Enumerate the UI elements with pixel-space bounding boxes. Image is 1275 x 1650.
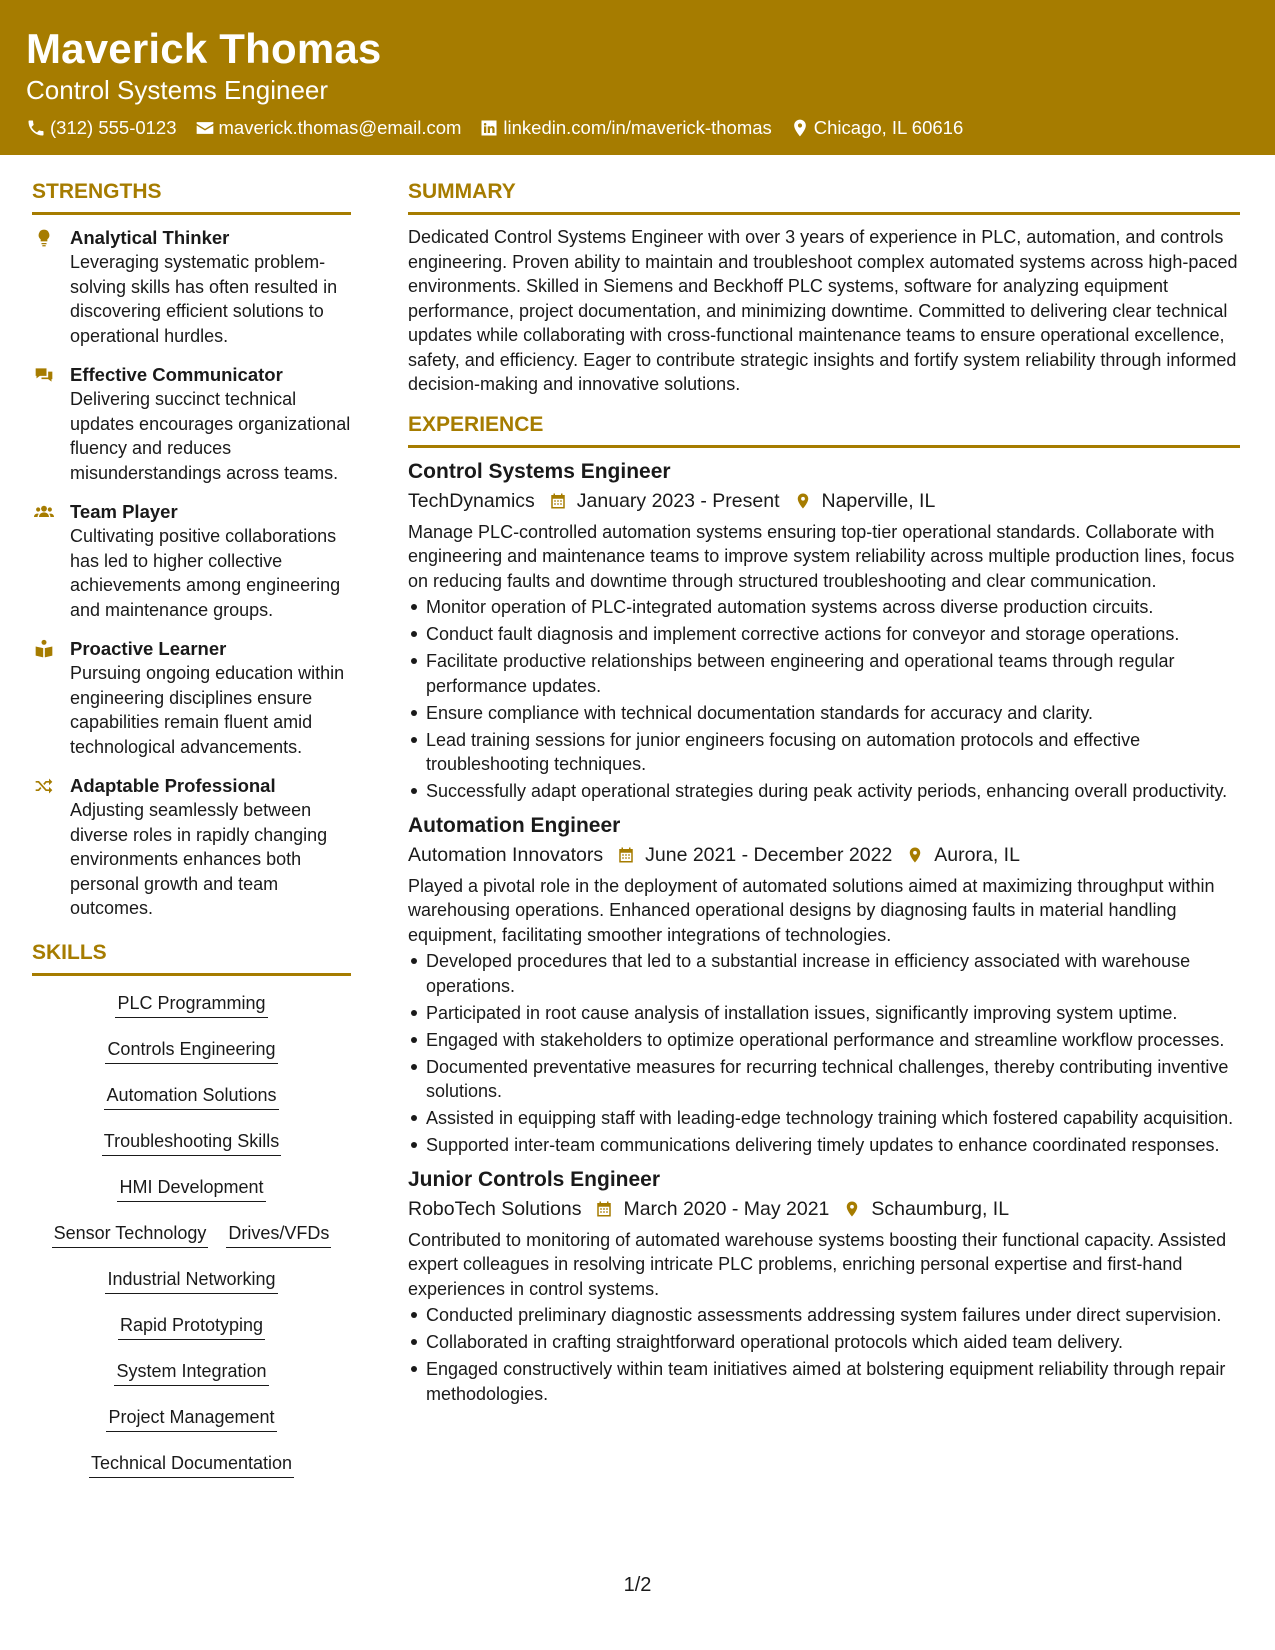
skill-tag: Rapid Prototyping [118,1313,265,1340]
contact-linkedin-text: linkedin.com/in/maverick-thomas [503,117,772,138]
calendar-icon [617,846,635,864]
skill-tag: Troubleshooting Skills [102,1129,281,1156]
strengths-heading: STRENGTHS [32,178,351,215]
page-number: 1/2 [623,1574,652,1596]
linkedin-icon [479,118,499,138]
job-bullet: Facilitate productive relationships between engineering and operational teams through regular performance updates. [408,649,1240,698]
summary-heading: SUMMARY [408,178,1240,215]
job-dates: June 2021 - December 2022 [645,843,893,866]
job-dates: January 2023 - Present [576,489,780,512]
skills-heading: SKILLS [32,939,351,976]
job-bullet: Supported inter-team communications delivering timely updates to enhance coordinated responses. [408,1133,1240,1158]
job-title: Control Systems Engineer [408,459,671,483]
location-pin-icon [794,492,812,510]
skills-list [32,980,351,1490]
email-icon [195,118,215,138]
job-bullet: Ensure compliance with technical documentation standards for accuracy and clarity. [408,701,1240,726]
job-location: Schaumburg, IL [871,1197,1010,1220]
job-bullet: Successfully adapt operational strategies during peak activity periods, enhancing overall productivity. [408,779,1240,804]
job-bullets [408,949,1240,1158]
strength-title: Proactive Learner [70,638,227,659]
calendar-icon [595,1200,613,1218]
calendar-icon [549,492,567,510]
location-pin-icon [906,846,924,864]
job-company: RoboTech Solutions [408,1197,582,1220]
skill-tag: PLC Programming [115,991,267,1018]
job-company: TechDynamics [408,489,535,512]
location-pin-icon [843,1200,861,1218]
left-column [32,178,351,1490]
skill-tag: Controls Engineering [105,1037,277,1064]
strength-item [32,499,351,622]
contact-location-text: Chicago, IL 60616 [813,117,964,138]
job-bullet: Participated in root cause analysis of installation issues, significantly improving system uptime. [408,1001,1240,1026]
strength-title: Analytical Thinker [70,227,230,248]
strength-desc: Leveraging systematic problem-solving skills has often resulted in discovering efficient solutions to operational hurdles. [70,252,338,346]
resume-header [0,0,1275,155]
job-title: Automation Engineer [408,813,621,837]
job-location: Naperville, IL [821,489,936,512]
location-pin-icon [790,118,810,138]
experience-list [408,458,1240,1407]
skill-tag: HMI Development [117,1175,265,1202]
skill-tag: Drives/VFDs [226,1221,331,1248]
strength-item [32,773,351,921]
strength-title: Team Player [70,501,178,522]
job-bullet: Conduct fault diagnosis and implement corrective actions for conveyor and storage operations. [408,622,1240,647]
skill-tag: System Integration [114,1359,268,1386]
job-entry [408,812,1240,1158]
strength-desc: Pursuing ongoing education within engineering disciplines ensure capabilities remain fluent amid technological advancements. [70,663,345,757]
job-bullets [408,595,1240,804]
shuffle-icon [34,776,54,796]
contact-email[interactable] [195,116,462,140]
job-meta [408,486,1240,516]
job-bullet: Collaborated in crafting straightforward operational protocols which aided team delivery. [408,1330,1240,1355]
strength-desc: Adjusting seamlessly between diverse roles in rapidly changing environments enhances both personal growth and team outcomes. [70,800,328,918]
job-bullet: Engaged constructively within team initiatives aimed at bolstering equipment reliability through repair methodologies. [408,1357,1240,1406]
job-title: Junior Controls Engineer [408,1167,661,1191]
job-description: Manage PLC-controlled automation systems ensuring top-tier operational standards. Collaborate with engineering and maintenance teams to improve system reliability across multiple production lines, focus on reducing faults and downtime through structured troubleshooting and clear communication. [408,521,1235,591]
strength-title: Adaptable Professional [70,775,276,796]
contact-linkedin[interactable] [479,116,771,140]
job-location: Aurora, IL [934,843,1020,866]
job-bullet: Assisted in equipping staff with leading-edge technology training which fostered capability acquisition. [408,1106,1240,1131]
strength-item [32,225,351,348]
job-bullet: Engaged with stakeholders to optimize operational performance and streamline workflow processes. [408,1028,1240,1053]
contact-email-text: maverick.thomas@email.com [218,117,462,138]
right-column [408,178,1240,1414]
skill-tag: Industrial Networking [105,1267,277,1294]
skill-tag: Automation Solutions [104,1083,278,1110]
phone-icon [26,118,46,138]
skill-tag: Sensor Technology [52,1221,209,1248]
contact-location [790,116,963,140]
strength-desc: Delivering succinct technical updates encourages organizational fluency and reduces misunderstandings across teams. [70,389,351,483]
contact-phone[interactable] [26,116,177,140]
contact-bar [26,116,1275,140]
job-dates: March 2020 - May 2021 [623,1197,830,1220]
job-bullet: Conducted preliminary diagnostic assessments addressing system failures under direct supervision. [408,1303,1240,1328]
experience-heading: EXPERIENCE [408,411,1240,448]
skill-tag: Technical Documentation [89,1451,294,1478]
job-bullet: Lead training sessions for junior engineers focusing on automation protocols and effective troubleshooting techniques. [408,728,1240,777]
job-bullets [408,1303,1240,1406]
candidate-name: Maverick Thomas [26,25,382,72]
users-icon [34,502,54,522]
job-description: Contributed to monitoring of automated warehouse systems boosting their functional capacity. Assisted expert colleagues in resolving intricate PLC problems, enriching personal expertise and first-hand experiences in control systems. [408,1229,1227,1299]
book-reader-icon [34,639,54,659]
job-entry [408,1166,1240,1407]
job-bullet: Monitor operation of PLC-integrated automation systems across diverse production circuits. [408,595,1240,620]
job-company: Automation Innovators [408,843,604,866]
job-bullet: Developed procedures that led to a substantial increase in efficiency associated with warehouse operations. [408,949,1240,998]
lightbulb-icon [34,228,54,248]
strength-desc: Cultivating positive collaborations has led to higher collective achievements among engineering and maintenance groups. [70,526,341,620]
job-meta [408,840,1240,870]
summary-text: Dedicated Control Systems Engineer with over 3 years of experience in PLC, automation, and controls engineering. Proven ability to maintain and troubleshoot complex automated systems across high-paced environments. Skilled in Siemens and Beckhoff PLC systems, software for analyzing equipment performance, project documentation, and minimizing downtime. Committed to delivering clear technical updates while collaborating with cross-functional maintenance teams to ensure operational excellence, safety, and efficiency. Eager to contribute strategic insights and fortify system reliability through informed decision-making and innovative solutions. [408,227,1238,394]
strength-item [32,362,351,485]
skill-tag: Project Management [106,1405,276,1432]
chat-bubbles-icon [34,365,54,385]
job-meta [408,1194,1240,1224]
strength-title: Effective Communicator [70,364,283,385]
candidate-role: Control Systems Engineer [26,75,329,105]
job-bullet: Documented preventative measures for recurring technical challenges, thereby contributing inventive solutions. [408,1055,1240,1104]
strength-item [32,636,351,759]
job-entry [408,458,1240,804]
job-description: Played a pivotal role in the deployment of automated solutions aimed at maximizing throughput within warehousing operations. Enhanced operational designs by diagnosing faults in material handling equipment, facilitating smoother integrations of technologies. [408,875,1215,945]
contact-phone-text: (312) 555-0123 [50,117,177,138]
